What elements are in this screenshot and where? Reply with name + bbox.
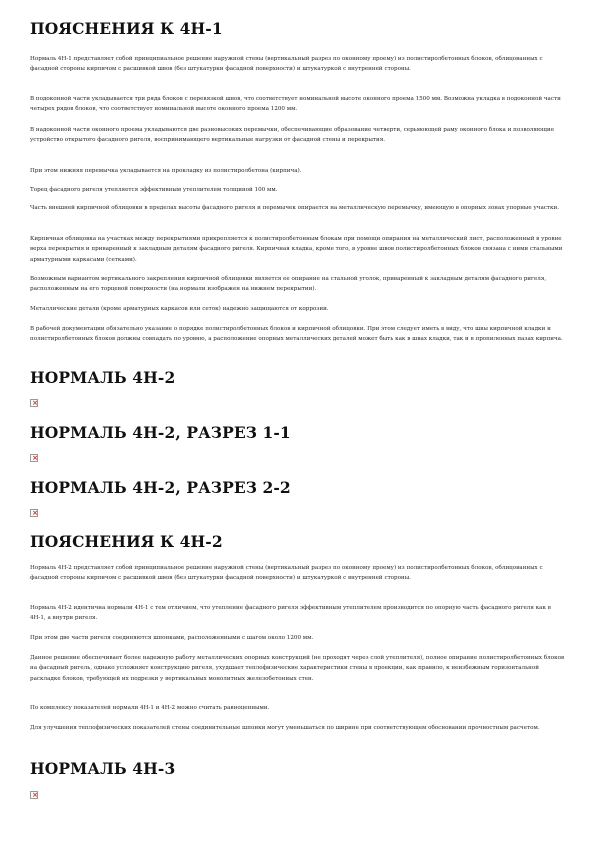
paragraph: Для улучшения теплофизических показателей стены соединительные шпонки могут уменьшаться по ширине при соответствующем обосновании прочностным расчетом. [30,725,540,731]
paragraph: Торец фасадного ригеля утепляется эффективным утеплителем толщиной 100 мм. [30,187,278,193]
paragraph: Нормаль 4Н-2 идентична нормали 4Н-1 с тем отличием, что утепление фасадного ригеля эффективным утеплителем производится по опорную часть фасадного ригеля как в 4Н-1, а внутри ригеля. [30,605,551,622]
paragraph: Нормаль 4Н-1 представляет собой принципиальное решение наружной стены (вертикальный разрез по оконному проему) из полистиролбетонных блоков, облицованных с фасадной стороны кирпичом с расшивкой швов (без штукатурки фасадной поверхности) и штукатуркой с внутренней стороны. [30,56,543,73]
paragraph: Данное решение обеспечивает более надежную работу металлических опорных конструкций (не проходят через слой утеплителя), полное опирание полистиролбетонных блоков на фасадный ригель, однако усложняет конструкцию ригеля, ухудшает теплофизические характеристики стены в проекции, как правило, к неизбежным горизонтальной раскладке блоков, требующей их подрезки у вертикальных монолитных железобетонных стен. [30,655,565,682]
section-heading-normal-4n2-section-1-1: НОРМАЛЬ 4Н-2, РАЗРЕЗ 1-1 [30,423,291,442]
section-heading-normal-4n3: НОРМАЛЬ 4Н-3 [30,759,176,778]
paragraph: По комплексу показателей нормали 4Н-1 и 4Н-2 можно считать равноценными. [30,705,270,711]
broken-image-icon: × [30,454,38,462]
paragraph: В рабочей документации обязательно указание о порядке полистиролбетонных блоков и кирпичной облицовки. При этом следует иметь в виду, что швы кирпичной кладки и полистиролбетонных блоков должны совпадать по уровню, а расположение опорных металлических деталей может быть как в швах кладки, так и в пропиленных пазах кирпича. [30,326,563,343]
paragraph: Кирпичная облицовка на участках между перекрытиями прикрепляется к полистиролбетонным блокам при помощи опирания на металлический лист, расположенный в уровне верха перекрытия и приваренный к закладным деталям фасадного ригеля. Кирпичная кладка, кроме того, в уровне швов полистиролбетонных блоков связана с ними стальными арматурными каркасами (сетками). [30,236,563,263]
paragraph: Часть внешней кирпичной облицовки в пределах высоты фасадного ригеля и перемычек опирается на металлическую перемычку, имеющую в опорных зонах упорные участки. [30,205,560,211]
section-heading-explanations-4n1: ПОЯСНЕНИЯ К 4Н-1 [30,19,223,38]
broken-image-icon: × [30,791,38,799]
broken-image-icon: × [30,509,38,517]
paragraph: Возможным вариантом вертикального закрепления кирпичной облицовки является ее опирание на стальной уголок, приваренный к закладным деталям фасадного ригеля, расположенным на его торцевой поверхности (на нормали изображен на нижнем перекрытии). [30,276,547,293]
paragraph: При этом две части ригеля соединяются шпонками, расположенными с шагом около 1200 мм. [30,635,314,641]
broken-image-icon: × [30,399,38,407]
section-heading-normal-4n2: НОРМАЛЬ 4Н-2 [30,368,176,387]
paragraph: Нормаль 4Н-2 представляет собой принципиальное решение наружной стены (вертикальный разрез по оконному проему) из полистиролбетонных блоков, облицованных с фасадной стороны кирпичом с расшивкой швов (без штукатурки фасадной поверхности) и штукатуркой с внутренней стороны. [30,565,543,582]
section-heading-normal-4n2-section-2-2: НОРМАЛЬ 4Н-2, РАЗРЕЗ 2-2 [30,478,291,497]
section-heading-explanations-4n2: ПОЯСНЕНИЯ К 4Н-2 [30,532,223,551]
paragraph: Металлические детали (кроме арматурных каркасов или сеток) надежно защищаются от коррозии. [30,306,329,312]
paragraph: В подоконной части укладывается три ряда блоков с перевязкой швов, что соответствует номинальной высоте оконного проема 1500 мм. Возможна укладка в подоконной части четырех рядов блоков, что соответствует номинальной высоте оконного проема 1200 мм. [30,96,561,113]
paragraph: При этом нижняя перемычка укладывается на прокладку из полистиролбетона (кирпича). [30,168,302,174]
paragraph: В надоконной части оконного проема укладываются две разновысоких перемычки, обеспечивающие образование четверти, серьмоющей раму оконного блока и позволяющие устройство открытого фасадного ригеля, воспринимающего вертикальные нагрузки от фасадной стены и перекрытия. [30,127,555,144]
